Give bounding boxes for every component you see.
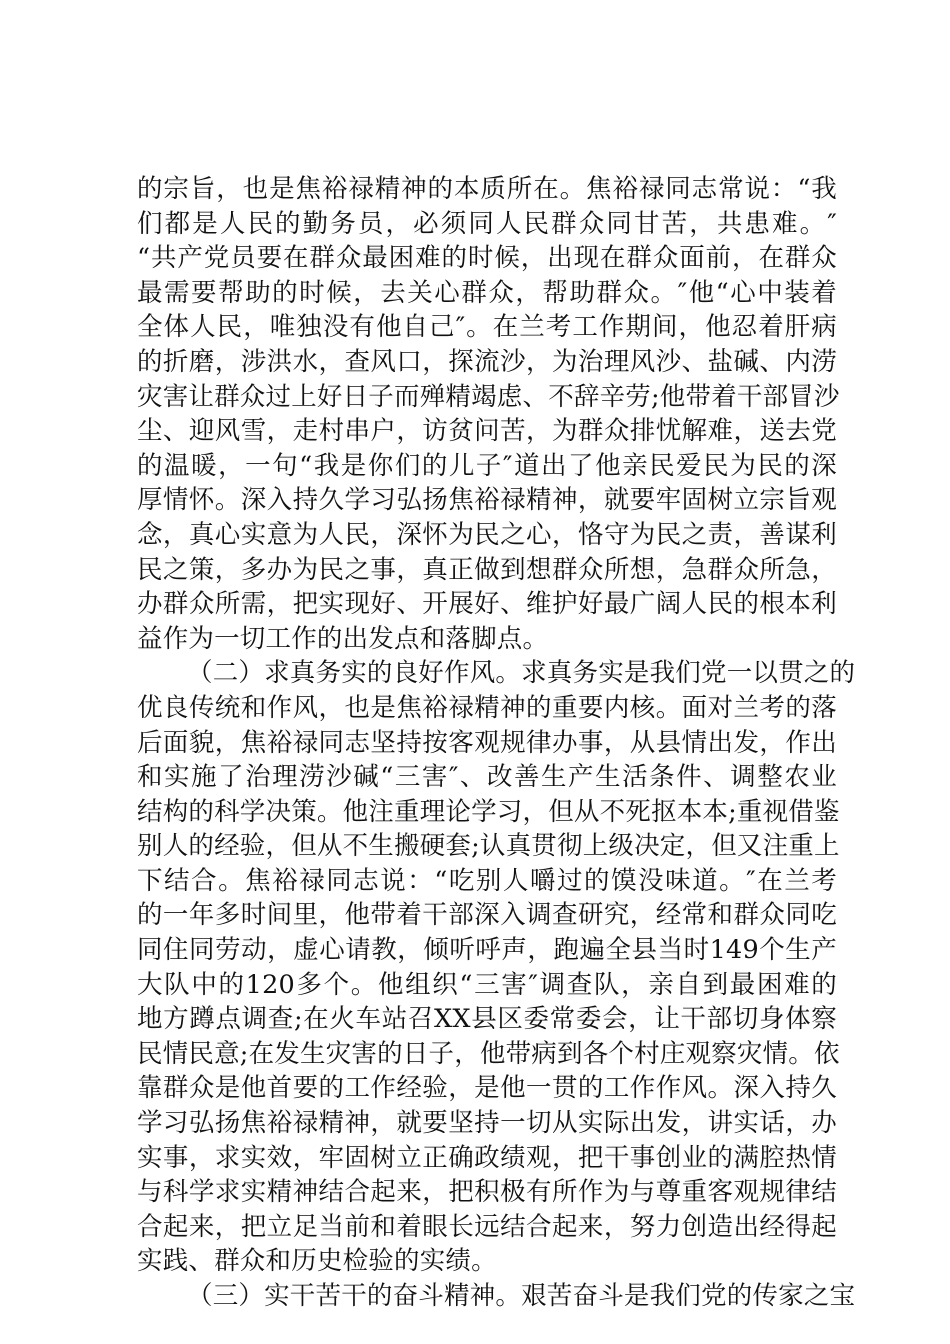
text-line: 地方蹲点调查;在火车站召XX县区委常委会，让干部切身体察 [137,1004,837,1035]
text-line: 最需要帮助的时候，去关心群众，帮助群众。″他“心中装着 [137,277,837,308]
text-line: 益作为一切工作的出发点和落脚点。 [137,623,549,654]
text-line: 全体人民，唯独没有他自己″。在兰考工作期间，他忍着肝病 [137,312,837,343]
text-line: 结构的科学决策。他注重理论学习，但从不死抠本本;重视借鉴 [137,796,840,827]
text-line: 实事，求实效，牢固树立正确政绩观，把干事创业的满腔热情 [137,1142,837,1173]
text-line: 同住同劳动，虚心请教，倾听呼声，跑遍全县当时149个生产 [137,935,837,966]
text-line: 们都是人民的勤务员，必须同人民群众同甘苦，共患难。″ [137,208,837,239]
text-line: 别人的经验，但从不生搬硬套;认真贯彻上级决定，但又注重上 [137,831,840,862]
text-line: 的温暖，一句“我是你们的儿子″道出了他亲民爱民为民的深 [137,450,837,481]
text-line: 下结合。焦裕禄同志说：“吃别人嚼过的馍没味道。″在兰考 [137,865,837,896]
text-line: 靠群众是他首要的工作经验，是他一贯的工作作风。深入持久 [137,1073,837,1104]
text-line: 合起来，把立足当前和着眼长远结合起来，努力创造出经得起 [137,1211,837,1242]
text-line: 学习弘扬焦裕禄精神，就要坚持一切从实际出发，讲实话，办 [137,1108,837,1139]
text-line: 大队中的120多个。他组织“三害″调查队，亲自到最困难的 [137,969,837,1000]
paragraph-2 [137,656,856,1279]
text-line: 和实施了治理涝沙碱“三害″、改善生产生活条件、调整农业 [137,762,837,793]
section-heading-line: （三）实干苦干的奋斗精神。艰苦奋斗是我们党的传家之宝 [187,1281,856,1311]
text-line: 尘、迎风雪，走村串户，访贫问苦，为群众排忧解难，送去党 [137,416,837,447]
text-line: 民之策，多办为民之事，真正做到想群众所想，急群众所急， [137,554,837,585]
paragraph-1 [137,172,840,656]
body-text [137,172,856,1314]
section-heading-line: （二）求真务实的良好作风。求真务实是我们党一以贯之的 [187,658,856,689]
paragraph-3 [137,1279,856,1314]
text-line: “共产党员要在群众最困难的时候，出现在群众面前，在群众 [137,243,837,274]
text-line: 的宗旨，也是焦裕禄精神的本质所在。焦裕禄同志常说：“我 [137,174,837,204]
text-line: 的折磨，涉洪水，查风口，探流沙，为治理风沙、盐碱、内涝 [137,346,837,377]
text-line: 灾害让群众过上好日子而殚精竭虑、不辞辛劳;他带着干部冒沙 [137,381,840,412]
text-line: 与科学求实精神结合起来，把积极有所作为与尊重客观规律结 [137,1177,837,1208]
text-line: 厚情怀。深入持久学习弘扬焦裕禄精神，就要牢固树立宗旨观 [137,485,837,516]
text-line: 优良传统和作风，也是焦裕禄精神的重要内核。面对兰考的落 [137,692,837,723]
text-line: 后面貌，焦裕禄同志坚持按客观规律办事，从县情出发，作出 [137,727,837,758]
text-line: 民情民意;在发生灾害的日子，他带病到各个村庄观察灾情。依 [137,1038,840,1069]
text-line: 实践、群众和历史检验的实绩。 [137,1246,497,1277]
text-line: 念，真心实意为人民，深怀为民之心，恪守为民之责，善谋利 [137,519,837,550]
text-line: 的一年多时间里，他带着干部深入调查研究，经常和群众同吃 [137,900,837,931]
text-line: 办群众所需，把实现好、开展好、维护好最广阔人民的根本利 [137,589,837,620]
